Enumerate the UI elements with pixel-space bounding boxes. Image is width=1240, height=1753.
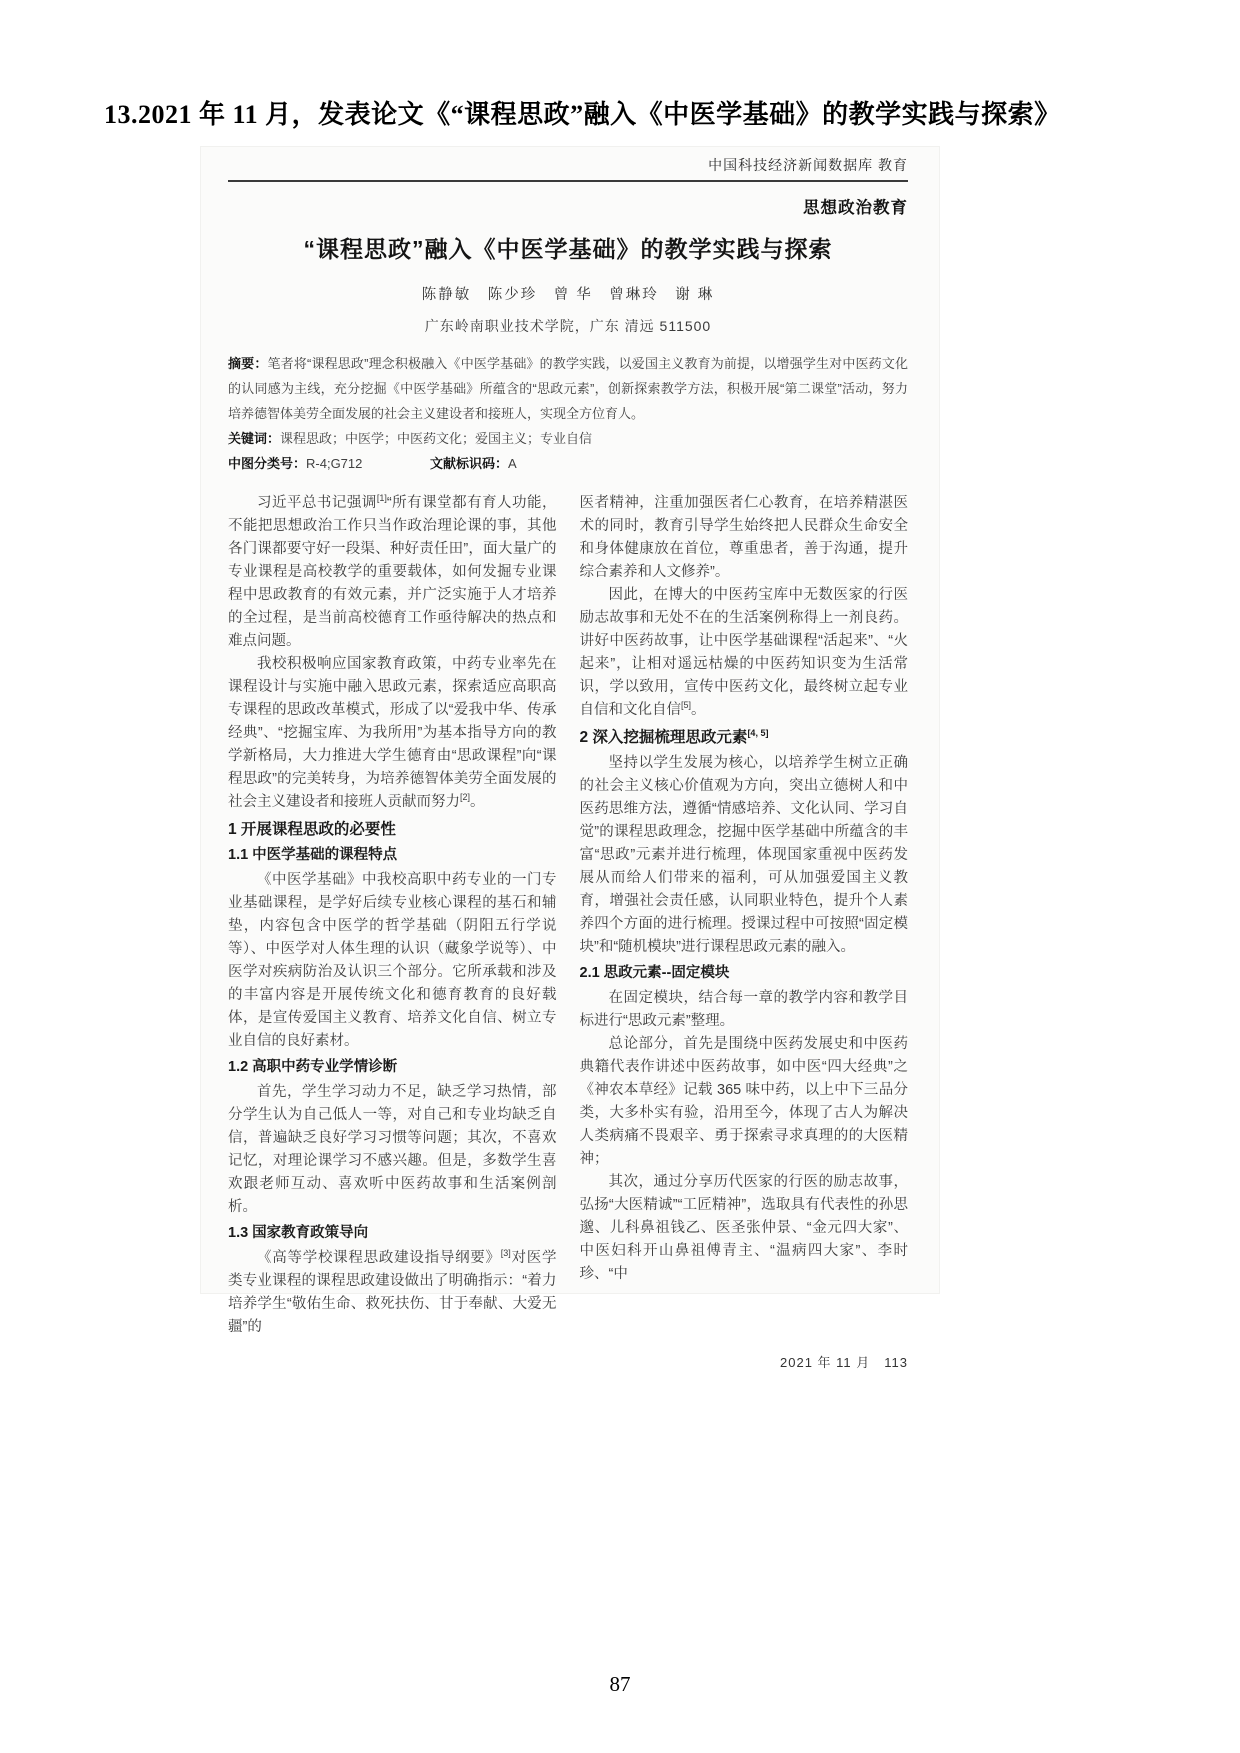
classification-line xyxy=(228,451,908,476)
keywords-text: 课程思政；中医学；中医药文化；爱国主义；专业自信 xyxy=(280,431,593,446)
body-paragraph: 《中医学基础》中我校高职中药专业的一门专业基础课程，是学好后续专业核心课程的基石和辅垫，内容包含中医学的哲学基础（阴阳五行学说等）、中医学对人体生理的认识（藏象学说等）、中医学对疾病防治及认识三个部分。它所承载和涉及的丰富内容是开展传统文化和德育教育的良好载体，是宣传爱国主义教育、培养文化自信、树立专业自信的良好素材。 xyxy=(228,872,557,1049)
article-authors: 陈静敏 陈少珍 曾 华 曾琳玲 谢 琳 xyxy=(421,287,715,303)
clc-value: R-4;G712 xyxy=(306,456,363,471)
article-body xyxy=(228,492,908,1339)
section-heading: 1.1 中医学基础的课程特点 xyxy=(228,847,398,863)
journal-footer: 2021 年 11 月 113 xyxy=(780,1355,908,1370)
body-paragraph: 我校积极响应国家教育政策，中药专业率先在课程设计与实施中融入思政元素，探索适应高职高专课程的思政改革模式，形成了以“爱我中华、传承经典”、“挖掘宝库、为我所用”为基本指导方向的教学新格局，大力推进大学生德育由“思政课程”向“课程思政”的完美转身，为培养德智体美劳全面发展的社会主义建设者和接班人贡献而努力[2]。 xyxy=(228,656,557,810)
body-paragraph: 首先，学生学习动力不足，缺乏学习热情，部分学生认为自己低人一等，对自己和专业均缺乏自信，普遍缺乏良好学习习惯等问题；其次，不喜欢记忆，对理论课学习不感兴趣。但是，多数学生喜欢跟老师互动、喜欢听中医药故事和生活案例剖析。 xyxy=(228,1084,557,1215)
keywords-label: 关键词： xyxy=(228,431,281,446)
body-paragraph: 坚持以学生发展为核心，以培养学生树立正确的社会主义核心价值观为方向，突出立德树人和中医药思维方法，遵循“情感培养、文化认同、学习自觉”的课程思政理念，挖掘中医学基础中所蕴含的丰富“思政”元素并进行梳理，体现国家重视中医药发展从而给人们带来的福利，可从加强爱国主义教育，增强社会责任感，认同职业特色，提升个人素养四个方面的进行梳理。授课过程中可按照“固定模块”和“随机模块”进行课程思政元素的融入。 xyxy=(579,755,908,955)
right-column xyxy=(580,492,909,1339)
section-heading: 2 深入挖掘梳理思政元素[4, 5] xyxy=(579,727,769,746)
section-heading: 1 开展课程思政的必要性 xyxy=(228,821,396,838)
article-title: “课程思政”融入《中医学基础》的教学实践与探索 xyxy=(303,236,833,262)
body-paragraph: 《高等学校课程思政建设指导纲要》[3]对医学类专业课程的课程思政建设做出了明确指示：“着力培养学生“敬佑生命、救死扶伤、甘于奉献、大爱无疆”的 xyxy=(228,1248,557,1335)
keywords-line xyxy=(228,426,908,451)
section-heading: 2.1 思政元素--固定模块 xyxy=(579,965,730,981)
doc-code-label: 文献标识码： xyxy=(430,456,509,471)
body-paragraph: 在固定模块，结合每一章的教学内容和教学目标进行“思政元素”整理。 xyxy=(579,990,908,1029)
header-rule xyxy=(228,180,908,182)
body-paragraph: 总论部分，首先是围绕中医药发展史和中医药典籍代表作讲述中医药故事，如中医“四大经典”之《神农本草经》记载 365 味中药，以上中下三品分类，大多朴实有验，沿用至今，体现了古人为解决人类病痛不畏艰辛、勇于探索寻求真理的的大医精神； xyxy=(579,1036,908,1167)
section-heading: 1.3 国家教育政策导向 xyxy=(228,1225,369,1241)
abstract-block xyxy=(228,351,908,426)
section-heading: 1.2 高职中药专业学情诊断 xyxy=(228,1059,398,1075)
abstract-label: 摘要： xyxy=(228,356,268,371)
clc-label: 中图分类号： xyxy=(228,456,307,471)
body-paragraph: 医者精神，注重加强医者仁心教育，在培养精湛医术的同时，教育引导学生始终把人民群众生命安全和身体健康放在首位，尊重患者，善于沟通，提升综合素养和人文修养”。 xyxy=(579,495,908,580)
top-heading: 13.2021 年 11 月，发表论文《“课程思政”融入《中医学基础》的教学实践与探索》 xyxy=(104,100,1061,129)
body-paragraph: 习近平总书记强调[1]“所有课堂都有育人功能，不能把思想政治工作只当作政治理论课的事，其他各门课都要守好一段渠、种好责任田”，面大量广的专业课程是高校教学的重要载体，如何发掘专业课程中思政教育的有效元素，并广泛实施于人才培养的全过程，是当前高校德育工作亟待解决的热点和难点问题。 xyxy=(228,493,557,649)
left-column xyxy=(228,492,557,1339)
doc-code-value: A xyxy=(508,456,517,471)
column-section-label: 思想政治教育 xyxy=(803,199,908,217)
body-paragraph: 其次，通过分享历代医家的行医的励志故事，弘扬“大医精诚”“工匠精神”，选取具有代表性的孙思邈、儿科鼻祖钱乙、医圣张仲景、“金元四大家”、中医妇科开山鼻祖傅青主、“温病四大家”、李时珍、“中 xyxy=(579,1174,908,1282)
article-affiliation: 广东岭南职业技术学院，广东 清远 511500 xyxy=(424,318,712,334)
scanned-article-page xyxy=(200,146,940,1370)
page-number: 87 xyxy=(609,1672,631,1696)
database-header: 中国科技经济新闻数据库 教育 xyxy=(708,157,908,173)
body-paragraph: 因此，在博大的中医药宝库中无数医家的行医励志故事和无处不在的生活案例称得上一剂良药。讲好中医药故事，让中医学基础课程“活起来”、“火起来”，让相对遥远枯燥的中医药知识变为生活常识，学以致用，宣传中医药文化，最终树立起专业自信和文化自信[5]。 xyxy=(579,587,908,718)
abstract-text: 笔者将“课程思政”理念积极融入《中医学基础》的教学实践，以爱国主义教育为前提，以增强学生对中医药文化的认同感为主线，充分挖掘《中医学基础》所蕴含的“思政元素”，创新探索教学方法，积极开展“第二课堂”活动，努力培养德智体美劳全面发展的社会主义建设者和接班人，实现全方位育人。 xyxy=(228,356,908,421)
